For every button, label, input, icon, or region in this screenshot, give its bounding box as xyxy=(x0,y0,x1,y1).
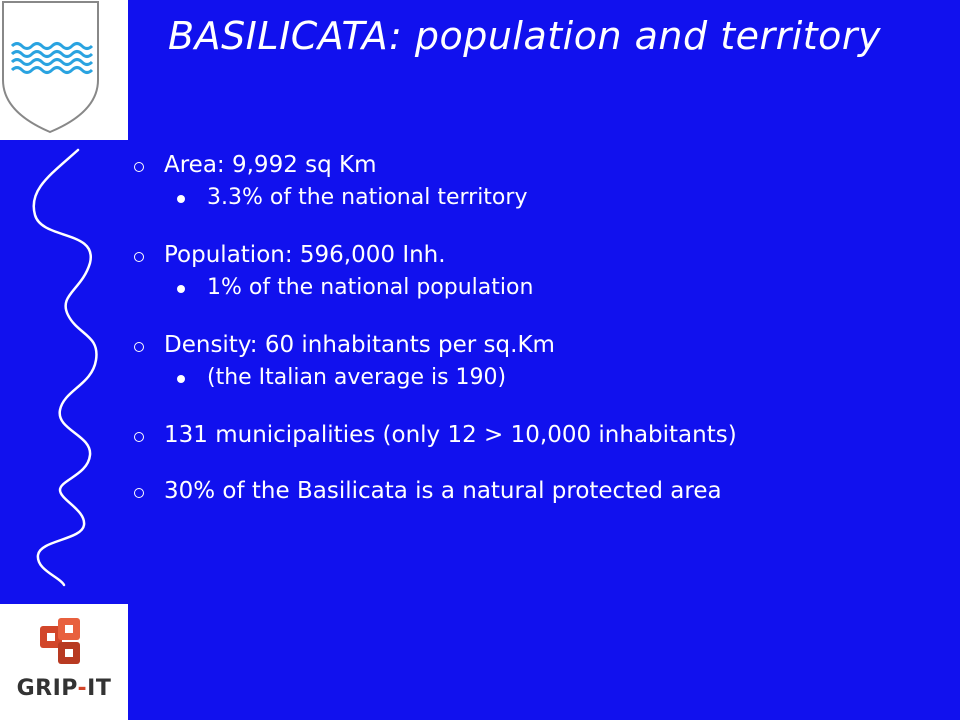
bullet-text: 131 municipalities (only 12 > 10,000 inhabitants) xyxy=(164,422,737,448)
region-crest xyxy=(0,0,128,140)
bullet-item xyxy=(132,332,952,392)
bullet-item xyxy=(132,478,952,504)
sub-bullet-text: 1% of the national population xyxy=(207,275,534,300)
bullet-text: Area: 9,992 sq Km xyxy=(164,152,377,178)
bullet-text: Density: 60 inhabitants per sq.Km xyxy=(164,332,555,358)
gripit-logo xyxy=(0,604,128,720)
bullet-item xyxy=(132,422,952,448)
gripit-cube-icon xyxy=(0,604,128,674)
bullet-circle-icon xyxy=(134,432,144,442)
bullet-circle-icon xyxy=(134,488,144,498)
decorative-squiggle xyxy=(20,145,120,590)
sub-bullet-dot-icon xyxy=(177,375,185,383)
crest-shield-icon xyxy=(0,0,128,140)
slide-title: BASILICATA: population and territory xyxy=(168,14,882,58)
bullet-circle-icon xyxy=(134,342,144,352)
logo-text xyxy=(0,676,128,701)
logo-text-left: GRIP xyxy=(16,676,78,701)
bullet-text: Population: 596,000 Inh. xyxy=(164,242,446,268)
bullet-item xyxy=(132,242,952,302)
bullet-text: 30% of the Basilicata is a natural protected area xyxy=(164,478,722,504)
bullet-circle-icon xyxy=(134,162,144,172)
bullet-list xyxy=(132,152,952,534)
bullet-item xyxy=(132,152,952,212)
sub-bullet-text: (the Italian average is 190) xyxy=(207,365,507,390)
logo-text-right: IT xyxy=(87,676,112,701)
logo-text-dash: - xyxy=(77,676,88,701)
sub-bullet-dot-icon xyxy=(177,285,185,293)
sub-bullet-text: 3.3% of the national territory xyxy=(207,185,528,210)
sub-bullet-dot-icon xyxy=(177,195,185,203)
bullet-circle-icon xyxy=(134,252,144,262)
